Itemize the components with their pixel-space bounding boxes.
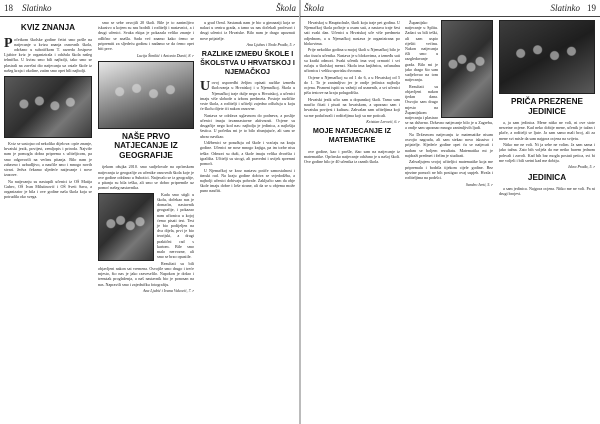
paragraph: Rezultati su bili objavljeni nakon sat vremena. Osvojile smo drugo i treće mjesto, što nas je jako razveselilo. Napokon je došao i trenutak proglašenja, a naš nastavnik bio je ponosan na nas. Napravili smo i zajedničku fotografiju. — [98, 260, 194, 287]
column-1 — [304, 20, 400, 420]
photo-slot — [4, 76, 92, 138]
paragraph: Prije nekoliko godina u mojoj školi u Njemačkoj bilo je oko tisuću učenika. Nastava je u blokovima, a između sati su kratki odmori. Svaki učenik ima svoj ormarić i svi ručaju u školskoj menzi. Škola ima knjižnicu, računalnu učionicu i veliku sportsku dvoranu. — [304, 47, 400, 74]
article-title: MOJE NATJECANJE IZ MATEMATIKE — [312, 126, 392, 145]
paragraph: Udžbenici se posuđuju od škole i vraćaju na kraju godine. Učenici ne nose mnogo knjiga, pa im torbe nisu teške. Odmori su duži, a škole imaju velika dvorišta i igrališta. Učitelji su strogi, ali pravedni i uvijek spremni pomoći. — [200, 140, 295, 167]
paragraph — [4, 37, 92, 73]
drop-cap: P — [4, 35, 13, 51]
article-title: KVIZ ZNANJA — [20, 23, 76, 32]
photo-slot — [98, 61, 194, 129]
paragraph: Hrvatski jezik učio sam u dopunskoj školi. Tamo sam naučio čitati i pisati na hrvatskom, a upoznao sam i hrvatsku povijest i kulturu. Zahvalan sam učiteljima koji su me podučavali i roditeljima koji su me poticali. — [304, 97, 400, 118]
author-signature: Lucija Šimikić i Antonia Dunić, 8. r — [136, 52, 194, 58]
column-2 — [405, 20, 493, 420]
author-signature: Iskra Prađa, 5. r — [568, 164, 595, 170]
article-title: NAŠE PRVO NATJECANJE IZ GEOGRAFIJE — [114, 131, 178, 160]
page-header-right — [300, 0, 600, 17]
paragraph: Zahvaljujem svojoj učiteljici matematike koja me pripremala i bodrila tijekom cijele godine. Bez njezine pomoći ne bih postigao ovaj uspjeh. Hvala i roditeljima na podršci. — [405, 159, 493, 181]
photo-quiz-team — [4, 76, 92, 138]
photo-students — [98, 61, 194, 129]
author-signature: Kristian Lerović, 6. r — [366, 119, 400, 125]
paragraph: Nastava se održava uglavnom do podneva, a poslije učenici imaju izvannastavne aktivnosti. Ocjene su drugačije nego kod nas: najbolja je jedinica, a najlošija šestica. U početku mi je to bilo zbunjujuće, ali sam se ubrzo navikao. — [200, 112, 295, 139]
paragraph: u grad Orml. Sastanak nam je bio u gimnaziji koja se nalazi u centru grada, a tamo su nas dočekali profesori i drugi učenici iz Hrvatske. Bilo nam je drago upoznati nove prijatelje. — [200, 20, 295, 41]
paragraph: Na Državnom natjecanju iz matematike nisam osvojio nagradu, ali sam stekao novo iskustvo i prijatelje. Sljedeće godine opet ću se natjecati i nadam se boljem rezultatu. Matematika mi je najdraži predmet i želim je studirati. — [405, 132, 493, 158]
brand-logo: Slatinko — [22, 3, 52, 13]
page-number: 18 — [4, 3, 13, 13]
paragraph: Na natjecanju su nastupili učenici iz OŠ Matija Gubec, OŠ Ivan Milutinović i OŠ Sveti Sava, a organizator je bila i ove godine naša škola koja se potrudila oko svega. — [4, 178, 92, 200]
author-signature: Ana Ljubas i Neda Prađa, 5. r — [246, 42, 295, 48]
paragraph-text: očetkom školske godine četiri smo pošle na natjecanje u kvizu znanja osnovnih škola, održano u subotičkom T. razreda Josipove Ljubice kviz je organizirala i održala škola našeg tehnička. U kvizu smo bili najbolji, tako smo se plasirali na završni dio natjecanja uz ostale škole iz našeg kraja i okoline, zatim smo opet bili najbolji. — [4, 36, 92, 73]
page-number: 19 — [587, 3, 596, 13]
paragraph: Kviz se sastojao od nekoliko dijelova: opće znanje, hrvatski jezik, povijest, zemljopis i priroda. Najviše nam je pomogla dobra priprema s učiteljicom, pa smo odgovorili na većinu pitanja. Bilo nam je zabavno i uzbudljivo, a naučile smo i mnogo novih stvari. Jedva čekamo sljedeće natjecanje i nove izazove. — [4, 140, 92, 178]
paragraph: Nitko me ne voli. Ni ja sebe ne volim. Ja sam sama i jako tužna. Zato bih voljela da me netko barem jednom pohvali i zavoli. Kad bih bar mogla postati petica, svi bi me voljeli i bili sretni kad me dobiju. — [499, 142, 595, 163]
article-title: PRIČA PREZRENE JEDINICE — [510, 97, 584, 116]
photo-slot — [499, 20, 595, 94]
brand-logo-right: Škola — [276, 3, 296, 13]
right-page — [300, 0, 600, 424]
article-title: JEDINICA — [527, 172, 567, 182]
author-signature: Ana Ljubić i Ivana Vuković, 7. r — [142, 288, 194, 294]
paragraph: Županijsko natjecanje u Splitu. Zadaci su bili teški, ali sam uspio riješiti većinu. Nakon natjecanja išli smo u razgledavanje grada. Bilo mi je jako drago što sam sudjelovao na tom natjecanju. — [405, 20, 438, 83]
drop-cap: U — [200, 79, 211, 95]
paragraph: smo se sebe osvojili 20 školi. Bile je to zanimljivo iskustvo u kojem su nas bodrili i roditelji i nastavnici, a i drugi učenici. Svaka ekipa je pokazala veliko znanje i odlično se snašla. Sada već znamo kako ćemo se pripremiti za sljedeću godinu i nadamo se da ćemo opet biti prve. — [98, 20, 194, 52]
photo-stage — [499, 20, 595, 94]
paragraph: a sam jedinica. Najgora ocjena. Nitko me ne voli. Pa ni drugi brojevi. — [499, 186, 595, 197]
brand-logo-right: Slatinko — [550, 3, 580, 13]
photo-geography — [98, 193, 154, 261]
column-1 — [4, 20, 92, 420]
article-title: RAZLIKE IZMEĐU ŠKOLE I ŠKOLSTVA U HRVATSKOJ I NJEMAČKOJ — [200, 49, 295, 76]
paragraph: Hrvatskoj u Hauptschule, školi koja traje pet godina. U Njemačkoj škola počinje u osam sati, a nastava traje šest sati svaki dan. Učenici u Hrvatskoj uče više predmeta odjednom, a u Njemačkoj nastava je organizirana po blokovima. — [304, 20, 400, 46]
photo-math-student — [441, 20, 493, 118]
photo-slot — [98, 193, 154, 261]
column-2 — [98, 20, 194, 420]
photo-slot — [441, 20, 493, 118]
paragraph: ijekom ožujka 2010. smo sudjelovale na općinskom natjecanju iz geografije za učenike osnovnih škola koje je ove godine održano u Subotici. Natjecalo se iz geografije, a pitanja su bila teška, ali smo se dobro pripremile uz pomoć našeg nastavnika. — [98, 164, 194, 191]
paragraph: Kada smo stigli u školu, dočekao nas je domaćin, nastavnik geografije, i pokazao nam učionicu u kojoj ćemo pisati test. Test je bio podijeljen na dva dijela, prvi je bio teorijski, a drugi praktični rad s kartom. Bile smo malo nervozne, ali smo se brzo opustile. — [157, 191, 194, 260]
brand-logo: Škola — [304, 3, 324, 13]
page-header-left — [0, 0, 300, 17]
paragraph: a, ja sam jedinica. Mene nitko ne voli, ni ove stote nesretne ocjene. Kad neko dobije mene, učenik je tužan i plače, a roditelji se ljute. Ja sam samo mali broj, ali za mene svi misle da sam najgora ocjena na svijetu. — [499, 120, 595, 141]
paragraph: Rezultati su objavljeni nakon tjedan dana. Osvojio sam drugo mjesto na Županijskom natjecanju i plasirao se na državno. Državno natjecanje bilo je u Zagrebu, a ondje sam upoznao mnogo zanimljivih ljudi. — [405, 83, 493, 131]
paragraph-text: ovoj usporedbi željim opisati razlike između školovanja u Hrvatskoj i u Njemačkoj. Škola u Njemačkoj traje dulje nego u Hrvatskoj, a učenici imaju više slobode u izboru predmeta. Postoje različite vrste škola, a roditelji i učitelji zajedno odlučuju u koju će školu dijete ići nakon osnovne. — [200, 80, 295, 112]
paragraph — [200, 80, 295, 111]
paragraph: U Njemačkoj se kroz nastavu potiče samostalnost i timski rad. Na kraju godine dobiva se svjedodžba, a najbolji učenici dobivaju pohvale. Zaključio sam da obje škole imaju dobre i loše strane, ali da se u objema može puno naučiti. — [200, 167, 295, 194]
author-signature: Sandro Iveti, 5. r — [465, 181, 493, 187]
paragraph: Ocjene u Njemačkoj su od 1 do 6, a u Hrvatskoj od 5 do 1. To je zanimljivo jer je ondje jedinica najbolja ocjena. Pismeni ispiti su važniji od usmenih, a svi učenici pišu testove na kraju polugodišta. — [304, 74, 400, 96]
paragraph: ove godine, kao i prošle, išao sam na natjecanje iz matematike. Općinsko natjecanje održano je u našoj školi. Ove godine bilo je 40 učenika iz raznih škola. — [304, 148, 400, 165]
column-3 — [499, 20, 595, 420]
column-3 — [200, 20, 295, 420]
